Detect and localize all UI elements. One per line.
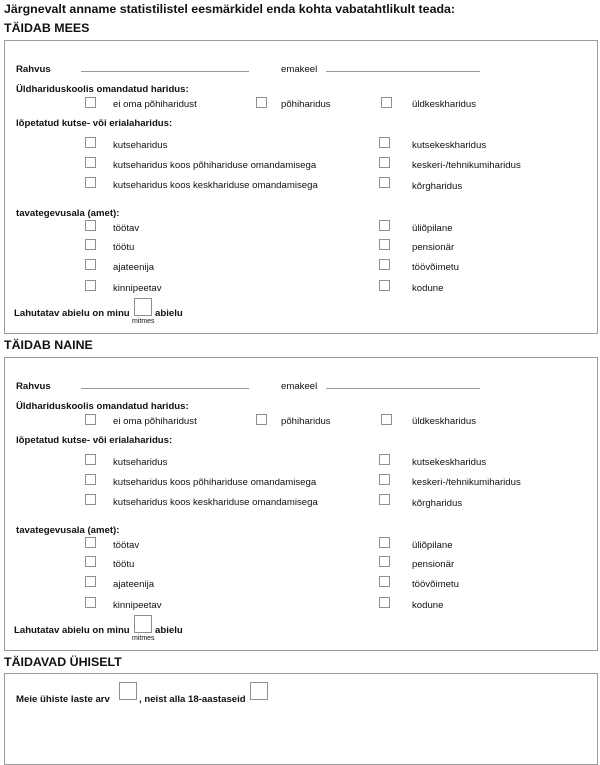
- yldharidus-label: Üldhariduskoolis omandatud haridus:: [16, 84, 189, 95]
- option-label: kutseharidus koos põhihariduse omandamisega: [113, 160, 317, 171]
- checkbox-keskeri[interactable]: [379, 157, 390, 168]
- checkbox-kutseharidus-kesk[interactable]: [85, 494, 96, 505]
- alla18-box[interactable]: [250, 682, 268, 700]
- section-title-naine: TÄIDAB NAINE: [4, 338, 93, 352]
- checkbox-kutseharidus[interactable]: [85, 137, 96, 148]
- checkbox-kutseharidus-pohi[interactable]: [85, 474, 96, 485]
- checkbox-tootu[interactable]: [85, 239, 96, 250]
- option-label: üliõpilane: [412, 223, 453, 234]
- kutse-label: lõpetatud kutse- või erialaharidus:: [16, 118, 173, 129]
- abielu-sublabel: mitmes: [132, 318, 155, 325]
- rahvus-field[interactable]: [81, 388, 249, 389]
- option-label: kodune: [412, 600, 444, 611]
- section-title-mees: TÄIDAB MEES: [4, 21, 90, 35]
- option-label: kutseharidus koos põhihariduse omandamisega: [113, 477, 317, 488]
- checkbox-ajateenija[interactable]: [85, 259, 96, 270]
- checkbox-tootu[interactable]: [85, 556, 96, 567]
- alla18-label: , neist alla 18-aastaseid: [139, 694, 246, 705]
- option-label: ajateenija: [113, 262, 155, 273]
- option-label: kutsekeskharidus: [412, 140, 487, 151]
- option-label: keskeri-/tehnikumiharidus: [412, 477, 521, 488]
- panel-naine: [4, 357, 598, 651]
- option-label: pensionär: [412, 559, 455, 570]
- abielu-number-box[interactable]: [134, 615, 152, 633]
- option-label: ei oma põhiharidust: [113, 416, 197, 427]
- checkbox-yliopilane[interactable]: [379, 537, 390, 548]
- emakeel-field[interactable]: [326, 71, 480, 72]
- abielu-label: Lahutatav abielu on minu: [14, 625, 130, 636]
- section-title-yhiselt: TÄIDAVAD ÜHISELT: [4, 655, 122, 669]
- option-label: töötav: [113, 223, 140, 234]
- checkbox-ajateenija[interactable]: [85, 576, 96, 587]
- checkbox-pensionar[interactable]: [379, 556, 390, 567]
- checkbox-tootav[interactable]: [85, 537, 96, 548]
- intro-text: Järgnevalt anname statistilistel eesmärkidel enda kohta vabatahtlikult teada:: [4, 2, 456, 16]
- tava-label: tavategevusala (amet):: [16, 208, 120, 219]
- checkbox-pensionar[interactable]: [379, 239, 390, 250]
- checkbox-kinnipeetav[interactable]: [85, 597, 96, 608]
- tava-label: tavategevusala (amet):: [16, 525, 120, 536]
- option-label: kinnipeetav: [113, 283, 162, 294]
- option-label: kutseharidus: [113, 140, 168, 151]
- checkbox-pohiharidus[interactable]: [256, 414, 267, 425]
- option-label: ei oma põhiharidust: [113, 99, 197, 110]
- rahvus-label: Rahvus: [16, 64, 51, 75]
- abielu-suffix: abielu: [155, 308, 183, 319]
- option-label: pensionär: [412, 242, 455, 253]
- option-label: üldkeskharidus: [412, 416, 476, 427]
- abielu-label: Lahutatav abielu on minu: [14, 308, 130, 319]
- checkbox-korgharidus[interactable]: [379, 494, 390, 505]
- emakeel-label: emakeel: [281, 64, 318, 75]
- checkbox-kutseharidus[interactable]: [85, 454, 96, 465]
- option-label: kutseharidus koos keskhariduse omandamisega: [113, 180, 318, 191]
- kutse-label: lõpetatud kutse- või erialaharidus:: [16, 435, 173, 446]
- option-label: töötu: [113, 559, 135, 570]
- option-label: ajateenija: [113, 579, 155, 590]
- option-label: kõrgharidus: [412, 498, 463, 509]
- option-label: töötu: [113, 242, 135, 253]
- checkbox-yliopilane[interactable]: [379, 220, 390, 231]
- checkbox-keskeri[interactable]: [379, 474, 390, 485]
- option-label: töövõimetu: [412, 579, 459, 590]
- option-label: üliõpilane: [412, 540, 453, 551]
- abielu-number-box[interactable]: [134, 298, 152, 316]
- checkbox-yldkeskharidus[interactable]: [381, 414, 392, 425]
- option-label: töövõimetu: [412, 262, 459, 273]
- option-label: kinnipeetav: [113, 600, 162, 611]
- checkbox-kodune[interactable]: [379, 280, 390, 291]
- laste-arv-label: Meie ühiste laste arv: [16, 694, 110, 705]
- panel-yhiselt: [4, 673, 598, 765]
- checkbox-kodune[interactable]: [379, 597, 390, 608]
- emakeel-label: emakeel: [281, 381, 318, 392]
- option-label: kutseharidus: [113, 457, 168, 468]
- option-label: töötav: [113, 540, 140, 551]
- checkbox-kutsekeskharidus[interactable]: [379, 454, 390, 465]
- option-label: kodune: [412, 283, 444, 294]
- option-label: keskeri-/tehnikumiharidus: [412, 160, 521, 171]
- rahvus-label: Rahvus: [16, 381, 51, 392]
- checkbox-yldkeskharidus[interactable]: [381, 97, 392, 108]
- checkbox-toovoimetu[interactable]: [379, 576, 390, 587]
- option-label: põhiharidus: [281, 99, 331, 110]
- emakeel-field[interactable]: [326, 388, 480, 389]
- laste-arv-box[interactable]: [119, 682, 137, 700]
- checkbox-kinnipeetav[interactable]: [85, 280, 96, 291]
- option-label: üldkeskharidus: [412, 99, 476, 110]
- checkbox-ei-oma-pohiharidust[interactable]: [85, 414, 96, 425]
- checkbox-kutsekeskharidus[interactable]: [379, 137, 390, 148]
- yldharidus-label: Üldhariduskoolis omandatud haridus:: [16, 401, 189, 412]
- checkbox-tootav[interactable]: [85, 220, 96, 231]
- option-label: kõrgharidus: [412, 181, 463, 192]
- option-label: kutsekeskharidus: [412, 457, 487, 468]
- rahvus-field[interactable]: [81, 71, 249, 72]
- abielu-suffix: abielu: [155, 625, 183, 636]
- option-label: kutseharidus koos keskhariduse omandamisega: [113, 497, 318, 508]
- checkbox-ei-oma-pohiharidust[interactable]: [85, 97, 96, 108]
- checkbox-toovoimetu[interactable]: [379, 259, 390, 270]
- option-label: põhiharidus: [281, 416, 331, 427]
- checkbox-pohiharidus[interactable]: [256, 97, 267, 108]
- panel-mees: [4, 40, 598, 334]
- checkbox-kutseharidus-kesk[interactable]: [85, 177, 96, 188]
- checkbox-korgharidus[interactable]: [379, 177, 390, 188]
- abielu-sublabel: mitmes: [132, 635, 155, 642]
- checkbox-kutseharidus-pohi[interactable]: [85, 157, 96, 168]
